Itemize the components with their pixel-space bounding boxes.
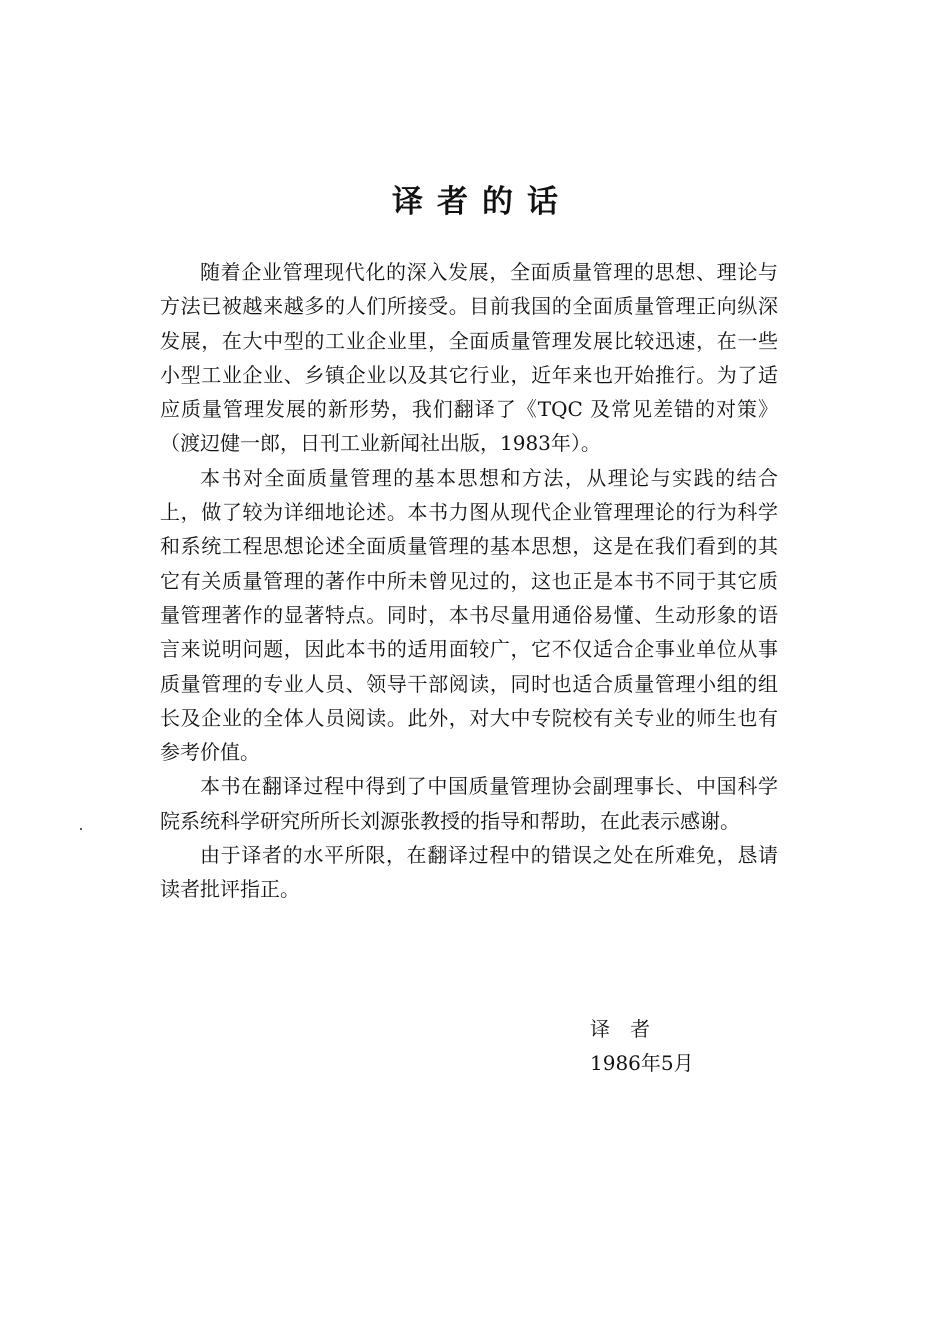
signature-date: 1986年5月	[590, 1051, 694, 1075]
paragraph-1: 随着企业管理现代化的深入发展，全面质量管理的思想、理论与方法已被越来越多的人们所接受。目前我国的全面质量管理正向纵深发展，在大中型的工业企业里，全面质量管理发展比较迅速，在一些小型工业企业、乡镇企业以及其它行业，近年来也开始推行。为了适应质量管理发展的新形势，我们翻译了《TQC 及常见差错的对策》（渡辺健一郎，日刊工业新闻社出版，1983年）。	[160, 260, 778, 456]
paragraph-3: 本书在翻译过程中得到了中国质量管理协会副理事长、中国科学院系统科学研究所所长刘源张教授的指导和帮助，在此表示感谢。	[160, 774, 778, 833]
signature-block	[590, 1012, 694, 1080]
paragraph-2: 本书对全面质量管理的基本思想和方法，从理论与实践的结合上，做了较为详细地论述。本书力图从现代企业管理理论的行为科学和系统工程思想论述全面质量管理的基本思想，这是在我们看到的其它有关质量管理的著作中所未曾见过的，这也正是本书不同于其它质量管理著作的显著特点。同时，本书尽量用通俗易懂、生动形象的语言来说明问题，因此本书的适用面较广，它不仅适合企事业单位从事质量管理的专业人员、领导干部阅读，同时也适合质量管理小组的组长及企业的全体人员阅读。此外，对大中专院校有关专业的师生也有参考价值。	[160, 465, 778, 765]
signature-translator: 译者	[590, 1017, 670, 1041]
scan-speck	[80, 828, 82, 830]
preface-body	[160, 255, 778, 907]
paragraph-4: 由于译者的水平所限，在翻译过程中的错误之处在所难免，恳请读者批评指正。	[160, 843, 778, 902]
page-title: 译者的话	[392, 184, 572, 220]
